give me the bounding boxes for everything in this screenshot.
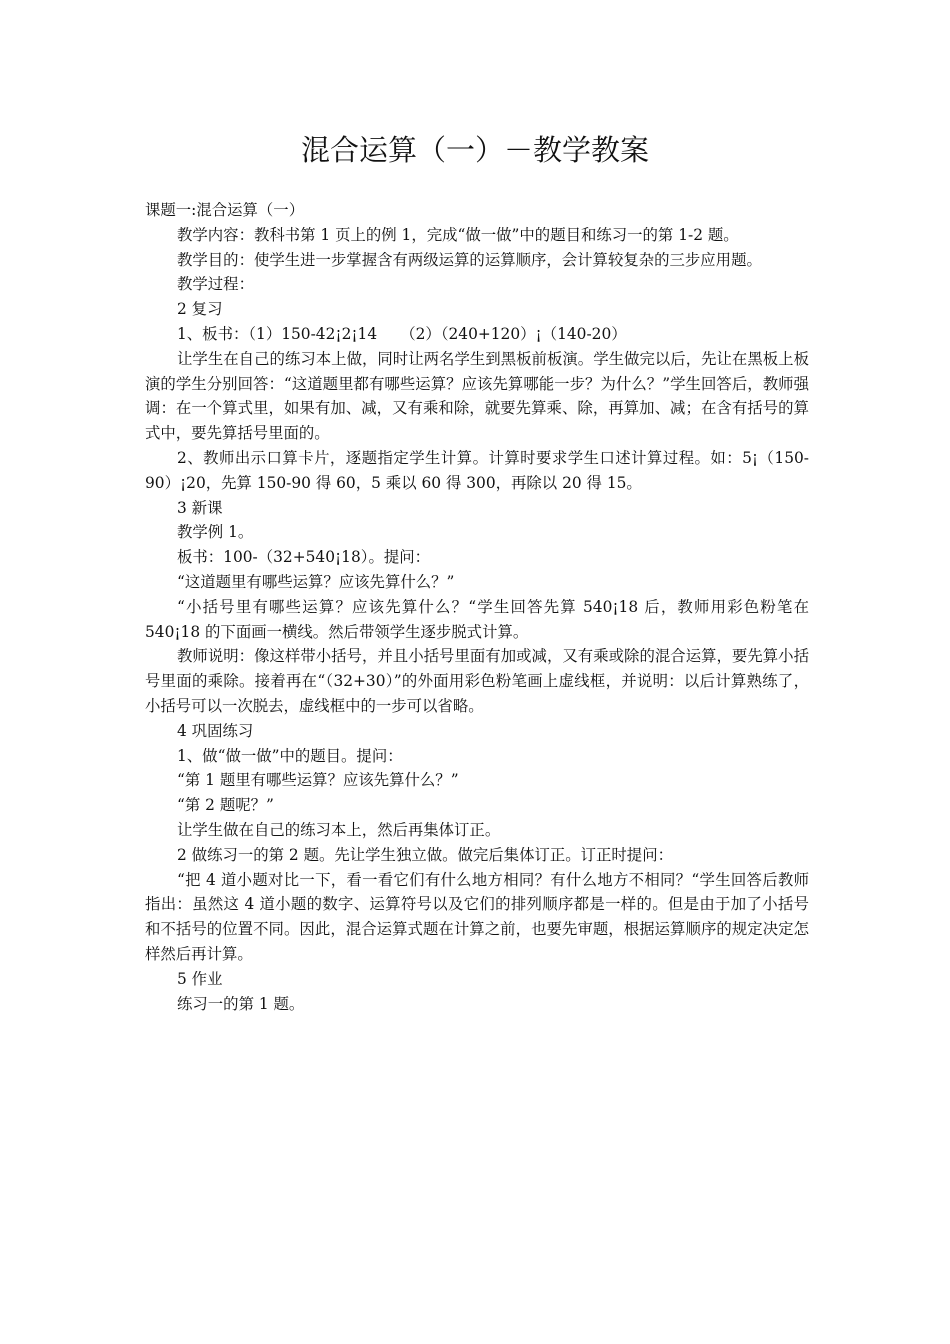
paragraph-example: 教学例 1。 [177,523,254,542]
section-heading-homework: 5 作业 [177,969,223,988]
paragraph-comparison: “把 4 道小题对比一下，看一看它们有什么地方相同？有什么地方不相同？“学生回答后教师指出：虽然这 4 道小题的数字、运算符号以及它们的排列顺序都是一样的。但是由于加了小括号和不括号的位置不同。因此，混合运算式题在计算之前，也要先审题，根据运算顺序的规定决定怎样然后再计算。 [145,870,809,963]
paragraph-exercise-1: 1、做“做一做”中的题目。提问： [177,746,403,765]
paragraph-exercise-2: 2 做练习一的第 2 题。先让学生独立做。做完后集体订正。订正时提问： [177,845,673,864]
section-heading-review: 2 复习 [177,300,223,319]
paragraph-teaching-goal: 教学目的：使学生进一步掌握含有两级运算的运算顺序，会计算较复杂的三步应用题。 [177,250,762,269]
document-title: 混合运算（一）－教学教案 [300,133,649,167]
paragraph-question-1: “这道题里有哪些运算？应该先算什么？” [177,572,455,591]
paragraph-oral-cards: 2、教师出示口算卡片，逐题指定学生计算。计算时要求学生口述计算过程。如：5¡（150-90）¡20，先算 150-90 得 60，5 乘以 60 得 300，再除以 20 得 15。 [145,448,809,492]
paragraph-topic: 课题一:混合运算（一） [145,201,305,219]
paragraph-question-4: “第 2 题呢？” [177,796,274,815]
paragraph-board-question: 板书：100-（32+540¡18）。提问： [177,548,431,567]
paragraph-question-2: “小括号里有哪些运算？应该先算什么？“学生回答先算 540¡18 后，教师用彩色粉笔在 540¡18 的下面画一横线。然后带领学生逐步脱式计算。 [145,597,809,641]
paragraph-homework: 练习一的第 1 题。 [177,994,305,1013]
paragraph-practice: 让学生在自己的练习本上做，同时让两名学生到黑板前板演。学生做完以后，先让在黑板上板演的学生分别回答：“这道题里都有哪些运算？应该先算哪能一步？为什么？”学生回答后，教师强调：在一个算式里，如果有加、减，又有乘和除，就要先算乘、除，再算加、减；在含有括号的算式中，要先算括号里面的。 [145,349,809,443]
paragraph-teaching-content: 教学内容：教科书第 1 页上的例 1，完成“做一做”中的题目和练习一的第 1-2 题。 [177,225,739,244]
paragraph-correction: 让学生做在自己的练习本上，然后再集体订正。 [177,820,501,839]
section-heading-new-lesson: 3 新课 [177,498,223,517]
section-heading-consolidation: 4 巩固练习 [177,721,254,740]
paragraph-question-3: “第 1 题里有哪些运算？应该先算什么？” [177,771,459,790]
paragraph-board-writing: 1、板书：（1）150-42¡2¡14 （2）（240+120）¡（140-20） [177,324,627,343]
paragraph-teacher-explanation: 教师说明：像这样带小括号，并且小括号里面有加或减，又有乘或除的混合运算，要先算小括号里面的乘除。接着再在“（32+30）”的外面用彩色粉笔画上虚线框，并说明：以后计算熟练了，小括号可以一次脱去，虚线框中的一步可以省略。 [145,647,809,715]
document-body [145,198,809,1016]
paragraph-process-heading: 教学过程： [177,275,254,294]
